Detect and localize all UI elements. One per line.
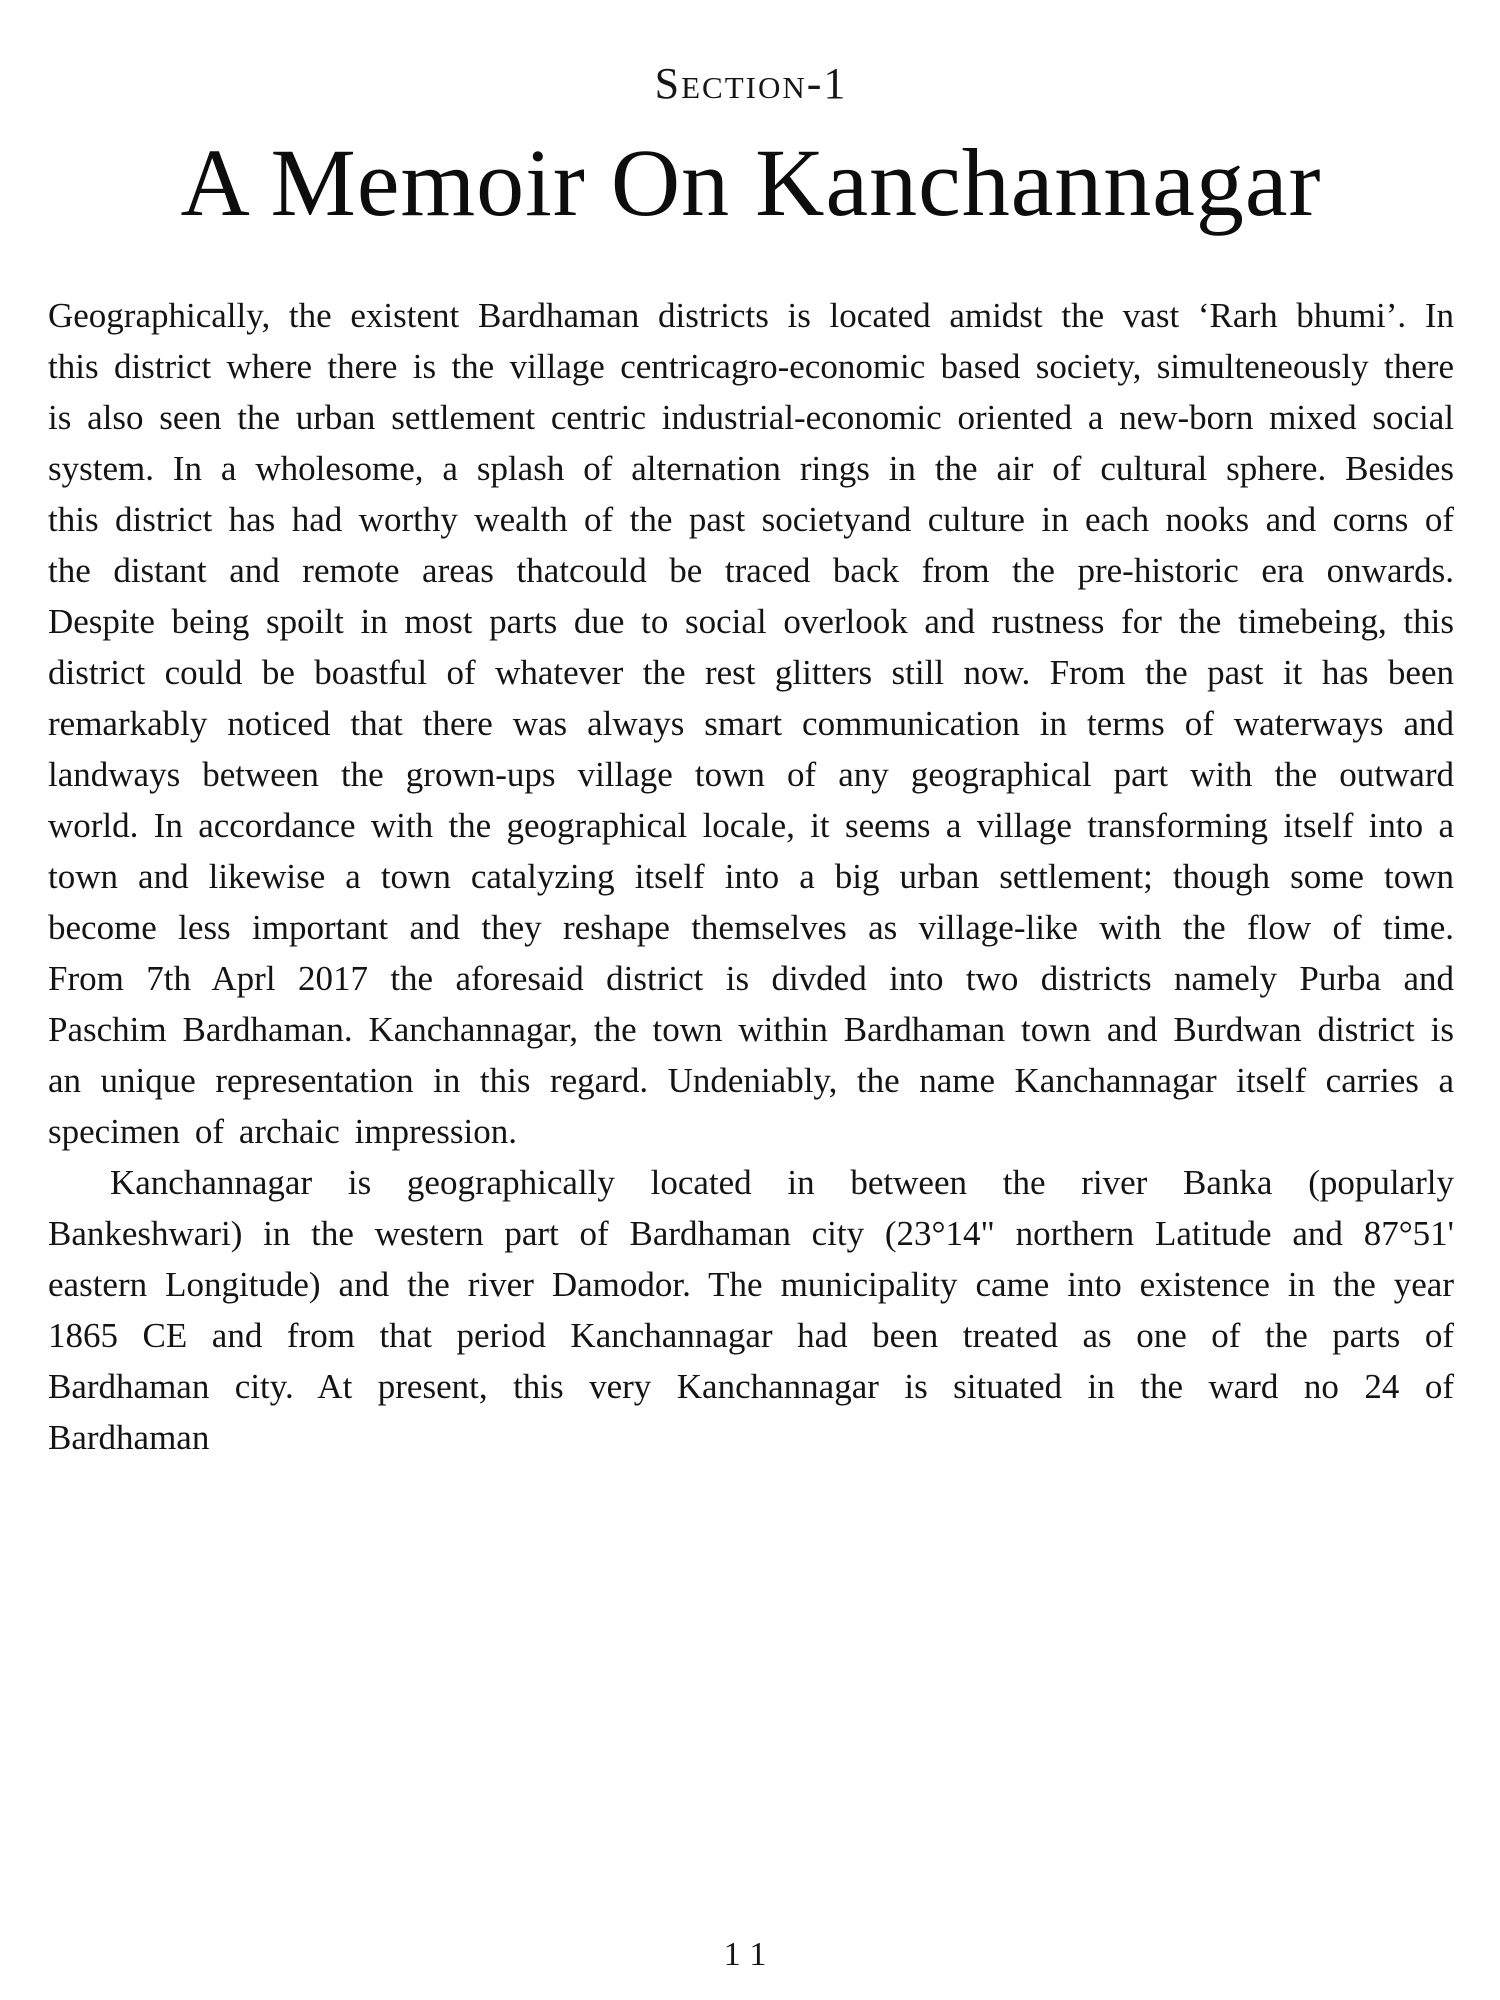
paragraph-1: Geographically, the existent Bardhaman districts is located amidst the vast ‘Rarh bhumi’. In this district where there is the village centricagro-economic based society, simulteneously there is also seen the urban settlement centric industrial-economic oriented a new-born mixed social system. In a wholesome, a splash of alternation rings in the air of cultural sphere. Besides this district has had worthy wealth of the past societyand culture in each nooks and corns of the distant and remote areas thatcould be traced back from the pre-historic era onwards. Despite being spoilt in most parts due to social overlook and rustness for the timebeing, this district could be boastful of whatever the rest glitters still now. From the past it has been remarkably noticed that there was always smart communication in terms of waterways and landways between the grown-ups village town of any geographical part with the outward world. In accordance with the geographical locale, it seems a village transforming itself into a town and likewise a town catalyzing itself into a big urban settlement; though some town become less important and they reshape themselves as village-like with the flow of time. From 7th Aprl 2017 the aforesaid district is divded into two districts namely Purba and Paschim Bardhaman. Kanchannagar, the town within Bardhaman town and Burdwan district is an unique representation in this regard. Undeniably, the name Kanchannagar itself carries a specimen of archaic impression.: [48, 296, 1454, 1151]
paragraph-2: Kanchannagar is geographically located in between the river Banka (popularly Bankeshwari) in the western part of Bardhaman city (23°14" northern Latitude and 87°51' eastern Longitude) and the river Damodor. The municipality came into existence in the year 1865 CE and from that period Kanchannagar had been treated as one of the parts of Bardhaman city. At present, this very Kanchannagar is situated in the ward no 24 of Bardhaman: [48, 1163, 1454, 1457]
page-title: A Memoir On Kanchannagar: [180, 129, 1322, 236]
body-text: [48, 290, 1454, 1463]
page-number: 11: [723, 1936, 777, 1973]
section-heading: Section-1: [654, 59, 848, 108]
